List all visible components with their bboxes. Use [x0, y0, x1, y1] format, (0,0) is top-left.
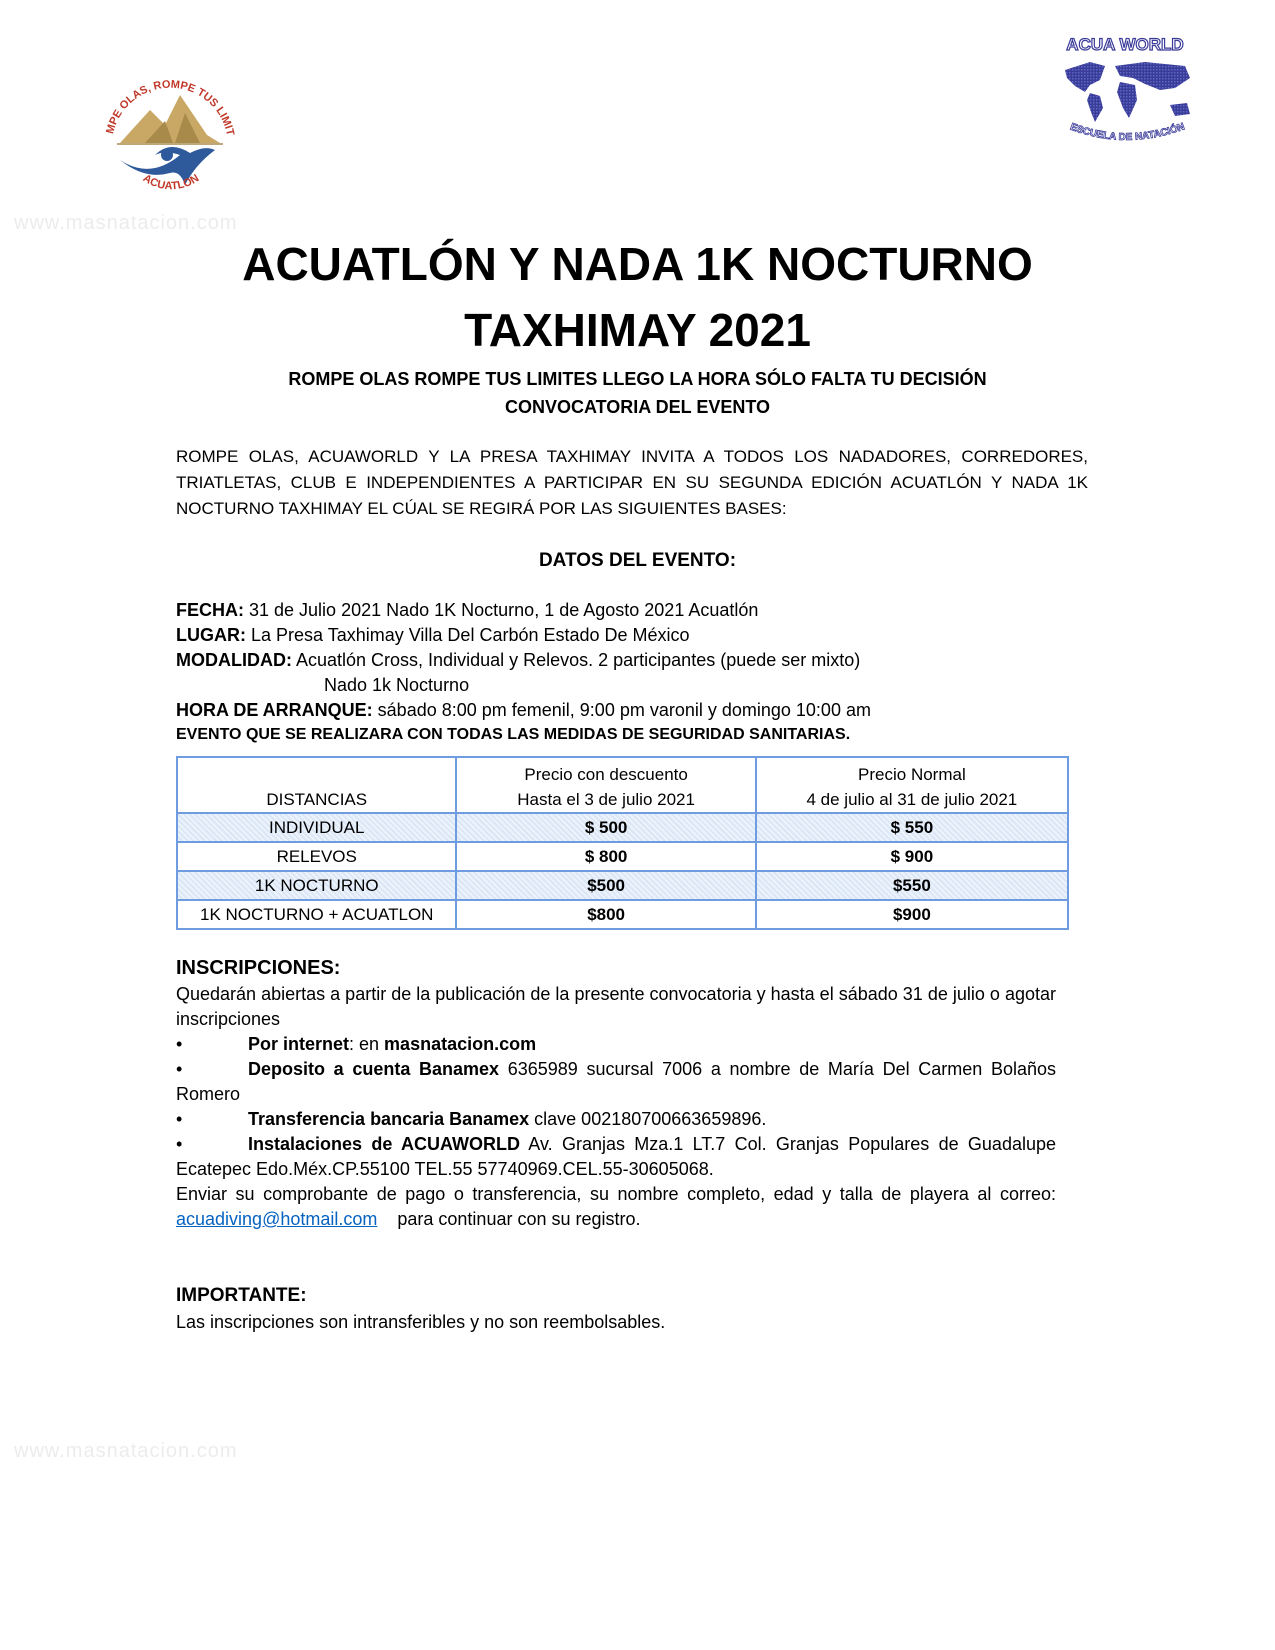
- discount-price-cell: $500: [456, 871, 755, 900]
- subtitle-convocatoria: CONVOCATORIA DEL EVENTO: [504, 397, 771, 417]
- distance-cell: 1K NOCTURNO + ACUATLON: [177, 900, 456, 929]
- watermark: www.masnatacion.com: [14, 1440, 238, 1462]
- rompe-olas-acuatlon-logo: [95, 55, 245, 205]
- safety-note: EVENTO QUE SE REALIZARA CON TODAS LAS MEDIDAS DE SEGURIDAD SANITARIAS.: [176, 726, 851, 743]
- distance-cell: 1K NOCTURNO: [177, 871, 456, 900]
- event-fecha: [176, 598, 1076, 623]
- logo-right-top-text: ACUA WORLD: [1066, 35, 1184, 54]
- event-modalidad-line2: Nado 1k Nocturno: [324, 675, 470, 695]
- price-table: [176, 756, 1069, 930]
- importante-heading: IMPORTANTE:: [176, 1285, 307, 1306]
- inscripcion-option-instalaciones: • Instalaciones de ACUAWORLD Av. Granjas Mza.1 LT.7 Col. Granjas Populares de Guadalupe Ecatepec Edo.Méx.CP.55100 TEL.55 57740969.CEL.55-30605068.: [176, 1134, 1056, 1179]
- fecha-value: 31 de Julio 2021 Nado 1K Nocturno, 1 de Agosto 2021 Acuatlón: [244, 600, 759, 620]
- acua-world-logo: [1045, 30, 1205, 150]
- event-modalidad: [176, 648, 1076, 673]
- logo-mountain-swimmer-icon: [95, 55, 245, 205]
- normal-price-cell: $ 900: [756, 842, 1068, 871]
- page-title-line2: TAXHIMAY 2021: [464, 304, 811, 356]
- header-precio-descuento: Precio con descuento Hasta el 3 de julio 2021: [456, 757, 755, 813]
- hora-value: sábado 8:00 pm femenil, 9:00 pm varonil y domingo 10:00 am: [372, 700, 871, 720]
- bullet-icon: •: [176, 1034, 183, 1054]
- header-precio-normal: Precio Normal 4 de julio al 31 de julio 2021: [756, 757, 1068, 813]
- importante-text: Las inscripciones son intransferibles y no son reembolsables.: [176, 1312, 666, 1332]
- logo-world-map-icon: [1045, 30, 1205, 150]
- distance-cell: INDIVIDUAL: [177, 813, 456, 842]
- table-row: [177, 900, 1068, 929]
- hora-label: HORA DE ARRANQUE:: [176, 700, 373, 720]
- header-distancias: DISTANCIAS: [177, 757, 456, 813]
- page-title-line1: ACUATLÓN Y NADA 1K NOCTURNO: [242, 238, 1033, 290]
- discount-price-cell: $ 800: [456, 842, 755, 871]
- table-row: [177, 842, 1068, 871]
- watermark: www.masnatacion.com: [14, 212, 238, 234]
- fecha-label: FECHA:: [176, 600, 244, 620]
- inscripcion-option-deposito: • Deposito a cuenta Banamex 6365989 sucursal 7006 a nombre de María Del Carmen Bolaños Romero: [176, 1059, 1056, 1104]
- svg-text:ESCUELA DE NATACIÓN: [1069, 121, 1187, 143]
- inscripcion-option-transferencia: • Transferencia bancaria Banamex clave 002180700663659896.: [176, 1107, 1056, 1132]
- table-row: [177, 813, 1068, 842]
- logo-left-bottom-text: ACUATLON: [140, 172, 202, 193]
- logo-left-top-text: MPE OLAS, ROMPE TUS LIMIT: [104, 78, 237, 137]
- normal-price-cell: $900: [756, 900, 1068, 929]
- inscripcion-option-internet: • Por internet: en masnatacion.com: [176, 1032, 1056, 1057]
- normal-price-cell: $550: [756, 871, 1068, 900]
- bullet-icon: •: [176, 1134, 183, 1154]
- modalidad-value: Acuatlón Cross, Individual y Relevos. 2 participantes (puede ser mixto): [291, 650, 861, 670]
- subtitle-slogan: ROMPE OLAS ROMPE TUS LIMITES LLEGO LA HORA SÓLO FALTA TU DECISIÓN: [288, 369, 987, 389]
- lugar-label: LUGAR:: [176, 625, 246, 645]
- inscripciones-heading: INSCRIPCIONES:: [176, 957, 341, 979]
- inscripciones-text: Quedarán abiertas a partir de la publicación de la presente convocatoria y hasta el sábado 31 de julio o agotar inscripciones: [176, 984, 1056, 1029]
- email-link[interactable]: acuadiving@hotmail.com: [176, 1209, 378, 1229]
- distance-cell: RELEVOS: [177, 842, 456, 871]
- discount-price-cell: $ 500: [456, 813, 755, 842]
- bullet-icon: •: [176, 1059, 183, 1079]
- modalidad-label: MODALIDAD:: [176, 650, 292, 670]
- logo-right-bottom-text: ESCUELA DE NATACIÓN: [1068, 121, 1187, 144]
- lugar-value: La Presa Taxhimay Villa Del Carbón Estado De México: [246, 625, 690, 645]
- table-row: [177, 871, 1068, 900]
- event-hora-arranque: [176, 698, 1076, 723]
- event-data-heading: DATOS DEL EVENTO:: [538, 550, 737, 571]
- event-lugar: [176, 623, 1076, 648]
- send-receipt-instructions: Enviar su comprobante de pago o transferencia, su nombre completo, edad y talla de playera al correo: acuadiving@hotmail.com para continuar con su registro.: [176, 1184, 1056, 1229]
- website-link[interactable]: masnatacion.com: [384, 1034, 537, 1054]
- intro-paragraph: ROMPE OLAS, ACUAWORLD Y LA PRESA TAXHIMAY INVITA A TODOS LOS NADADORES, CORREDORES, TRIATLETAS, CLUB E INDEPENDIENTES A PARTICIPAR EN SU SEGUNDA EDICIÓN ACUATLÓN Y NADA 1K NOCTURNO TAXHIMAY EL CÚAL SE REGIRÁ POR LAS SIGUIENTES BASES:: [176, 447, 1088, 518]
- price-table-header: [177, 757, 1068, 813]
- normal-price-cell: $ 550: [756, 813, 1068, 842]
- discount-price-cell: $800: [456, 900, 755, 929]
- event-details: [176, 598, 1076, 747]
- inscripciones-section: [176, 954, 1056, 1335]
- bullet-icon: •: [176, 1109, 183, 1129]
- svg-text:ACUATLON: [141, 172, 202, 192]
